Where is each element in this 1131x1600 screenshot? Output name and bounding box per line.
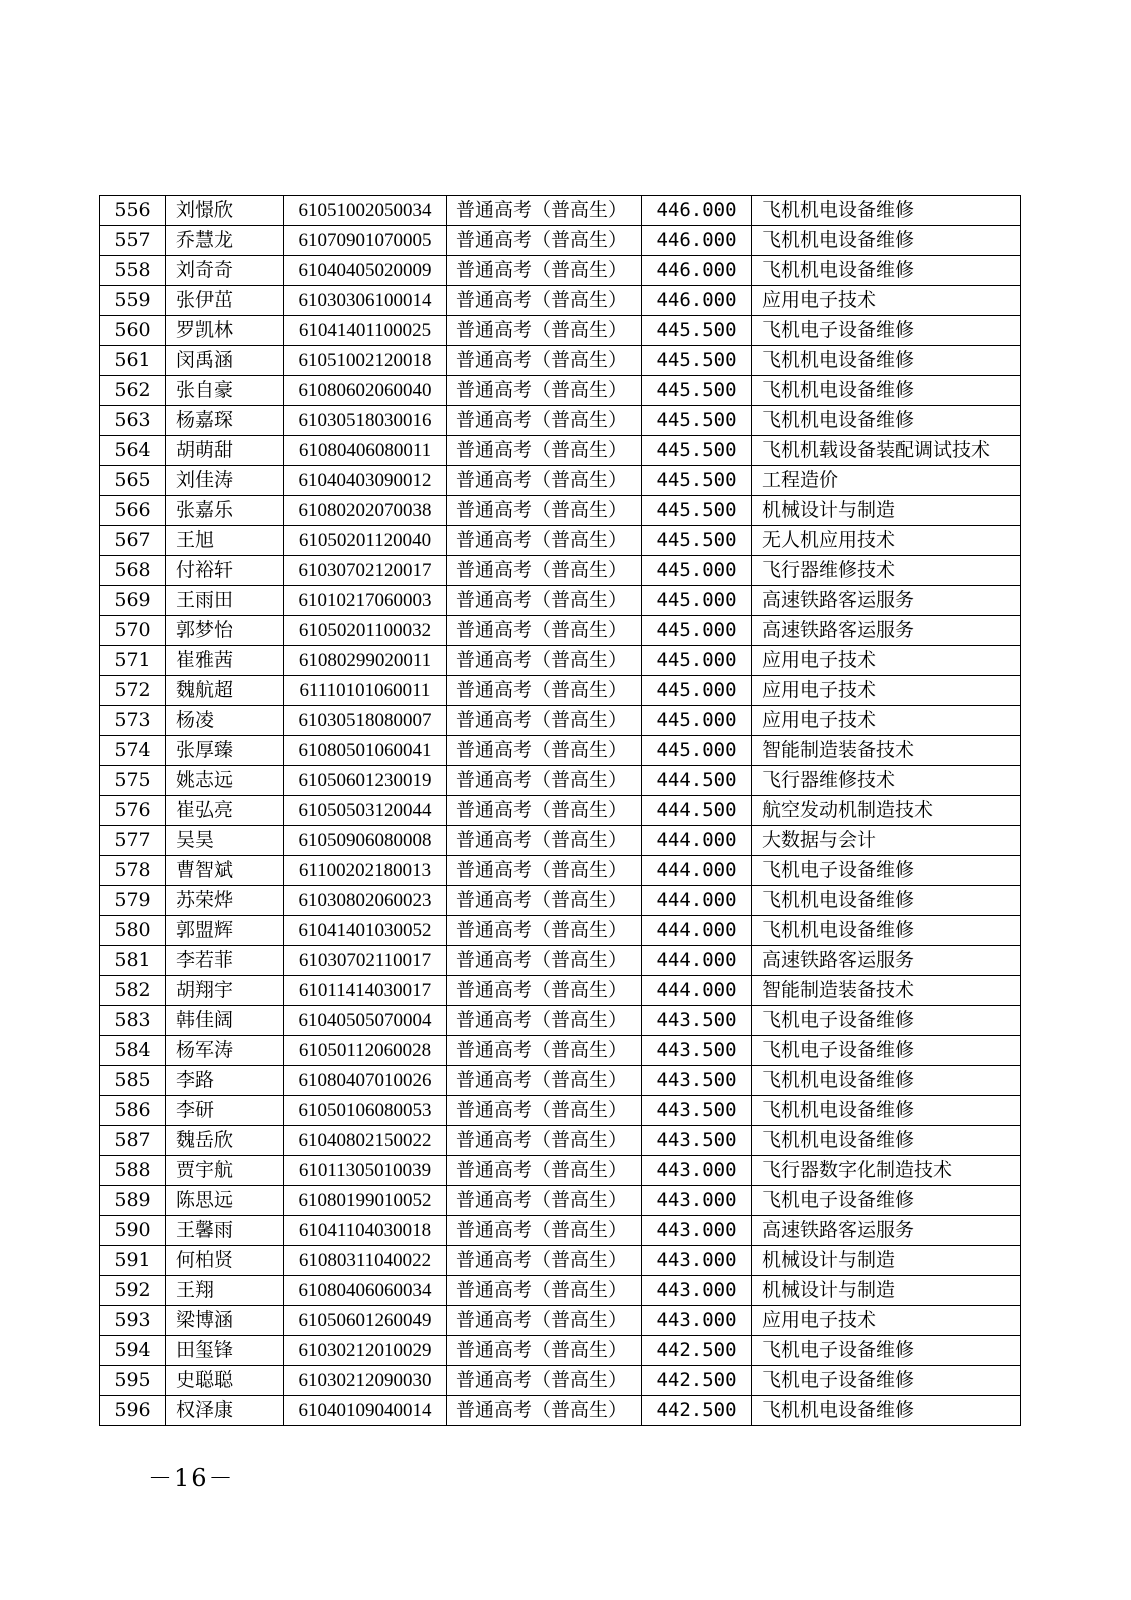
table-row	[100, 1096, 1021, 1126]
admission-type-cell: 普通高考（普高生）	[447, 886, 642, 916]
exam-id-cell: 61040505070004	[284, 1006, 447, 1036]
student-name-cell: 田玺锋	[166, 1336, 284, 1366]
score-cell: 445.500	[642, 406, 752, 436]
row-number-cell: 569	[100, 586, 166, 616]
student-name-cell: 张伊茁	[166, 286, 284, 316]
major-cell: 飞机电子设备维修	[752, 1006, 1021, 1036]
exam-id-cell: 61080311040022	[284, 1246, 447, 1276]
row-number-cell: 560	[100, 316, 166, 346]
row-number-cell: 556	[100, 196, 166, 226]
row-number-cell: 567	[100, 526, 166, 556]
admission-type-cell: 普通高考（普高生）	[447, 436, 642, 466]
major-cell: 飞机机载设备装配调试技术	[752, 436, 1021, 466]
major-cell: 飞机机电设备维修	[752, 376, 1021, 406]
major-cell: 飞机机电设备维修	[752, 1126, 1021, 1156]
table-row	[100, 1156, 1021, 1186]
student-name-cell: 崔弘亮	[166, 796, 284, 826]
student-name-cell: 郭盟辉	[166, 916, 284, 946]
table-row	[100, 1066, 1021, 1096]
student-name-cell: 胡萌甜	[166, 436, 284, 466]
major-cell: 高速铁路客运服务	[752, 616, 1021, 646]
exam-id-cell: 61040109040014	[284, 1396, 447, 1426]
major-cell: 飞机机电设备维修	[752, 1066, 1021, 1096]
score-cell: 443.000	[642, 1306, 752, 1336]
table-row	[100, 826, 1021, 856]
row-number-cell: 586	[100, 1096, 166, 1126]
exam-id-cell: 61040405020009	[284, 256, 447, 286]
student-name-cell: 魏航超	[166, 676, 284, 706]
admission-type-cell: 普通高考（普高生）	[447, 586, 642, 616]
row-number-cell: 596	[100, 1396, 166, 1426]
major-cell: 应用电子技术	[752, 1306, 1021, 1336]
page-number: －16－	[148, 1464, 235, 1492]
row-number-cell: 571	[100, 646, 166, 676]
major-cell: 飞机机电设备维修	[752, 886, 1021, 916]
admission-type-cell: 普通高考（普高生）	[447, 1006, 642, 1036]
exam-id-cell: 61080202070038	[284, 496, 447, 526]
admission-type-cell: 普通高考（普高生）	[447, 406, 642, 436]
table-row	[100, 526, 1021, 556]
exam-id-cell: 61040802150022	[284, 1126, 447, 1156]
student-name-cell: 张厚臻	[166, 736, 284, 766]
admission-type-cell: 普通高考（普高生）	[447, 976, 642, 1006]
student-name-cell: 王旭	[166, 526, 284, 556]
student-name-cell: 李路	[166, 1066, 284, 1096]
score-cell: 444.000	[642, 946, 752, 976]
table-row	[100, 616, 1021, 646]
exam-id-cell: 61011305010039	[284, 1156, 447, 1186]
major-cell: 应用电子技术	[752, 286, 1021, 316]
score-cell: 444.500	[642, 766, 752, 796]
table-row	[100, 736, 1021, 766]
student-name-cell: 陈思远	[166, 1186, 284, 1216]
student-name-cell: 王雨田	[166, 586, 284, 616]
score-cell: 442.500	[642, 1396, 752, 1426]
table-row	[100, 226, 1021, 256]
major-cell: 飞机电子设备维修	[752, 856, 1021, 886]
exam-id-cell: 61041104030018	[284, 1216, 447, 1246]
exam-id-cell: 61030702120017	[284, 556, 447, 586]
row-number-cell: 580	[100, 916, 166, 946]
admission-type-cell: 普通高考（普高生）	[447, 916, 642, 946]
table-row	[100, 286, 1021, 316]
score-cell: 443.500	[642, 1036, 752, 1066]
student-name-cell: 曹智斌	[166, 856, 284, 886]
row-number-cell: 590	[100, 1216, 166, 1246]
major-cell: 机械设计与制造	[752, 1276, 1021, 1306]
admission-type-cell: 普通高考（普高生）	[447, 676, 642, 706]
admission-type-cell: 普通高考（普高生）	[447, 316, 642, 346]
admission-type-cell: 普通高考（普高生）	[447, 856, 642, 886]
major-cell: 智能制造装备技术	[752, 736, 1021, 766]
admission-type-cell: 普通高考（普高生）	[447, 556, 642, 586]
row-number-cell: 585	[100, 1066, 166, 1096]
table-row	[100, 556, 1021, 586]
exam-id-cell: 61010217060003	[284, 586, 447, 616]
score-cell: 443.000	[642, 1156, 752, 1186]
exam-id-cell: 61080299020011	[284, 646, 447, 676]
score-cell: 444.000	[642, 826, 752, 856]
table-row	[100, 1306, 1021, 1336]
row-number-cell: 574	[100, 736, 166, 766]
admission-type-cell: 普通高考（普高生）	[447, 1126, 642, 1156]
student-name-cell: 韩佳阔	[166, 1006, 284, 1036]
student-name-cell: 杨嘉琛	[166, 406, 284, 436]
score-cell: 443.500	[642, 1126, 752, 1156]
row-number-cell: 563	[100, 406, 166, 436]
major-cell: 飞机机电设备维修	[752, 256, 1021, 286]
exam-id-cell: 61080199010052	[284, 1186, 447, 1216]
major-cell: 飞行器维修技术	[752, 556, 1021, 586]
table-row	[100, 676, 1021, 706]
student-name-cell: 苏荣烨	[166, 886, 284, 916]
exam-id-cell: 61050201120040	[284, 526, 447, 556]
score-cell: 445.500	[642, 346, 752, 376]
student-name-cell: 李若菲	[166, 946, 284, 976]
score-cell: 445.500	[642, 316, 752, 346]
student-name-cell: 张嘉乐	[166, 496, 284, 526]
major-cell: 机械设计与制造	[752, 1246, 1021, 1276]
table-row	[100, 436, 1021, 466]
exam-id-cell: 61030802060023	[284, 886, 447, 916]
row-number-cell: 583	[100, 1006, 166, 1036]
admission-type-cell: 普通高考（普高生）	[447, 796, 642, 826]
table-row	[100, 466, 1021, 496]
exam-id-cell: 61080602060040	[284, 376, 447, 406]
major-cell: 飞机电子设备维修	[752, 1336, 1021, 1366]
row-number-cell: 565	[100, 466, 166, 496]
admission-type-cell: 普通高考（普高生）	[447, 226, 642, 256]
exam-id-cell: 61051002120018	[284, 346, 447, 376]
score-cell: 445.000	[642, 706, 752, 736]
row-number-cell: 564	[100, 436, 166, 466]
student-name-cell: 崔雅茜	[166, 646, 284, 676]
admission-type-cell: 普通高考（普高生）	[447, 1096, 642, 1126]
score-cell: 445.500	[642, 526, 752, 556]
student-name-cell: 何柏贤	[166, 1246, 284, 1276]
student-name-cell: 杨军涛	[166, 1036, 284, 1066]
score-cell: 443.000	[642, 1186, 752, 1216]
score-cell: 443.500	[642, 1066, 752, 1096]
admission-type-cell: 普通高考（普高生）	[447, 1066, 642, 1096]
row-number-cell: 582	[100, 976, 166, 1006]
table-row	[100, 406, 1021, 436]
major-cell: 应用电子技术	[752, 706, 1021, 736]
table-row	[100, 1246, 1021, 1276]
row-number-cell: 576	[100, 796, 166, 826]
score-cell: 446.000	[642, 256, 752, 286]
admission-type-cell: 普通高考（普高生）	[447, 256, 642, 286]
table-row	[100, 706, 1021, 736]
table-row	[100, 1336, 1021, 1366]
score-cell: 443.000	[642, 1216, 752, 1246]
student-name-cell: 姚志远	[166, 766, 284, 796]
table-row	[100, 1276, 1021, 1306]
admission-type-cell: 普通高考（普高生）	[447, 1216, 642, 1246]
major-cell: 飞机机电设备维修	[752, 226, 1021, 256]
student-name-cell: 梁博涵	[166, 1306, 284, 1336]
score-cell: 445.000	[642, 646, 752, 676]
admission-type-cell: 普通高考（普高生）	[447, 376, 642, 406]
student-name-cell: 刘奇奇	[166, 256, 284, 286]
table-row	[100, 1366, 1021, 1396]
row-number-cell: 589	[100, 1186, 166, 1216]
admission-type-cell: 普通高考（普高生）	[447, 1036, 642, 1066]
admission-type-cell: 普通高考（普高生）	[447, 526, 642, 556]
score-cell: 444.500	[642, 796, 752, 826]
major-cell: 飞行器数字化制造技术	[752, 1156, 1021, 1186]
student-name-cell: 杨凌	[166, 706, 284, 736]
admission-type-cell: 普通高考（普高生）	[447, 286, 642, 316]
score-cell: 444.000	[642, 886, 752, 916]
student-name-cell: 罗凯林	[166, 316, 284, 346]
student-name-cell: 贾宇航	[166, 1156, 284, 1186]
student-name-cell: 闵禹涵	[166, 346, 284, 376]
major-cell: 飞机机电设备维修	[752, 1096, 1021, 1126]
table-row	[100, 856, 1021, 886]
major-cell: 无人机应用技术	[752, 526, 1021, 556]
admission-type-cell: 普通高考（普高生）	[447, 346, 642, 376]
exam-id-cell: 61050112060028	[284, 1036, 447, 1066]
major-cell: 飞行器维修技术	[752, 766, 1021, 796]
major-cell: 高速铁路客运服务	[752, 1216, 1021, 1246]
major-cell: 应用电子技术	[752, 646, 1021, 676]
score-cell: 442.500	[642, 1336, 752, 1366]
table-row	[100, 1036, 1021, 1066]
table-row	[100, 1216, 1021, 1246]
exam-id-cell: 61041401100025	[284, 316, 447, 346]
score-cell: 443.500	[642, 1096, 752, 1126]
major-cell: 应用电子技术	[752, 676, 1021, 706]
score-cell: 445.000	[642, 616, 752, 646]
table-row	[100, 1126, 1021, 1156]
row-number-cell: 573	[100, 706, 166, 736]
exam-id-cell: 61110101060011	[284, 676, 447, 706]
score-cell: 444.000	[642, 856, 752, 886]
student-name-cell: 张自豪	[166, 376, 284, 406]
row-number-cell: 581	[100, 946, 166, 976]
row-number-cell: 578	[100, 856, 166, 886]
score-cell: 445.000	[642, 676, 752, 706]
admission-type-cell: 普通高考（普高生）	[447, 1186, 642, 1216]
exam-id-cell: 61070901070005	[284, 226, 447, 256]
major-cell: 飞机机电设备维修	[752, 916, 1021, 946]
exam-id-cell: 61030518080007	[284, 706, 447, 736]
student-name-cell: 胡翔宇	[166, 976, 284, 1006]
row-number-cell: 572	[100, 676, 166, 706]
table-row	[100, 316, 1021, 346]
student-name-cell: 王馨雨	[166, 1216, 284, 1246]
score-cell: 445.000	[642, 586, 752, 616]
exam-id-cell: 61051002050034	[284, 196, 447, 226]
admission-table	[99, 195, 1021, 1426]
row-number-cell: 559	[100, 286, 166, 316]
exam-id-cell: 61030702110017	[284, 946, 447, 976]
major-cell: 飞机机电设备维修	[752, 1396, 1021, 1426]
student-name-cell: 李研	[166, 1096, 284, 1126]
major-cell: 飞机电子设备维修	[752, 1036, 1021, 1066]
exam-id-cell: 61050906080008	[284, 826, 447, 856]
row-number-cell: 592	[100, 1276, 166, 1306]
exam-id-cell: 61030518030016	[284, 406, 447, 436]
score-cell: 445.500	[642, 436, 752, 466]
exam-id-cell: 61050601260049	[284, 1306, 447, 1336]
student-name-cell: 刘憬欣	[166, 196, 284, 226]
score-cell: 446.000	[642, 226, 752, 256]
exam-id-cell: 61100202180013	[284, 856, 447, 886]
exam-id-cell: 61080501060041	[284, 736, 447, 766]
row-number-cell: 570	[100, 616, 166, 646]
student-name-cell: 刘佳涛	[166, 466, 284, 496]
major-cell: 机械设计与制造	[752, 496, 1021, 526]
table-row	[100, 1006, 1021, 1036]
table-row	[100, 496, 1021, 526]
exam-id-cell: 61030212090030	[284, 1366, 447, 1396]
score-cell: 445.500	[642, 376, 752, 406]
student-name-cell: 王翔	[166, 1276, 284, 1306]
row-number-cell: 594	[100, 1336, 166, 1366]
row-number-cell: 587	[100, 1126, 166, 1156]
score-cell: 445.500	[642, 496, 752, 526]
student-name-cell: 魏岳欣	[166, 1126, 284, 1156]
major-cell: 飞机机电设备维修	[752, 406, 1021, 436]
table-row	[100, 346, 1021, 376]
table-row	[100, 1186, 1021, 1216]
table-body	[100, 196, 1021, 1426]
table-row	[100, 916, 1021, 946]
score-cell: 443.000	[642, 1246, 752, 1276]
admission-type-cell: 普通高考（普高生）	[447, 1156, 642, 1186]
exam-id-cell: 61050106080053	[284, 1096, 447, 1126]
table-row	[100, 256, 1021, 286]
table-row	[100, 766, 1021, 796]
score-cell: 443.000	[642, 1276, 752, 1306]
major-cell: 飞机电子设备维修	[752, 1366, 1021, 1396]
admission-type-cell: 普通高考（普高生）	[447, 826, 642, 856]
exam-id-cell: 61050503120044	[284, 796, 447, 826]
table-row	[100, 796, 1021, 826]
row-number-cell: 558	[100, 256, 166, 286]
table-row	[100, 586, 1021, 616]
admission-type-cell: 普通高考（普高生）	[447, 1276, 642, 1306]
row-number-cell: 561	[100, 346, 166, 376]
row-number-cell: 568	[100, 556, 166, 586]
admission-type-cell: 普通高考（普高生）	[447, 1396, 642, 1426]
admission-type-cell: 普通高考（普高生）	[447, 1246, 642, 1276]
row-number-cell: 557	[100, 226, 166, 256]
student-name-cell: 付裕轩	[166, 556, 284, 586]
exam-id-cell: 61080406080011	[284, 436, 447, 466]
exam-id-cell: 61011414030017	[284, 976, 447, 1006]
score-cell: 442.500	[642, 1366, 752, 1396]
row-number-cell: 562	[100, 376, 166, 406]
major-cell: 高速铁路客运服务	[752, 946, 1021, 976]
student-name-cell: 郭梦怡	[166, 616, 284, 646]
admission-type-cell: 普通高考（普高生）	[447, 496, 642, 526]
score-cell: 446.000	[642, 196, 752, 226]
row-number-cell: 588	[100, 1156, 166, 1186]
exam-id-cell: 61040403090012	[284, 466, 447, 496]
score-cell: 445.000	[642, 736, 752, 766]
row-number-cell: 579	[100, 886, 166, 916]
exam-id-cell: 61050601230019	[284, 766, 447, 796]
table-row	[100, 196, 1021, 226]
admission-type-cell: 普通高考（普高生）	[447, 946, 642, 976]
score-cell: 446.000	[642, 286, 752, 316]
exam-id-cell: 61030212010029	[284, 1336, 447, 1366]
score-cell: 444.000	[642, 916, 752, 946]
student-name-cell: 吴昊	[166, 826, 284, 856]
major-cell: 飞机机电设备维修	[752, 346, 1021, 376]
score-cell: 444.000	[642, 976, 752, 1006]
row-number-cell: 591	[100, 1246, 166, 1276]
table-row	[100, 646, 1021, 676]
major-cell: 飞机电子设备维修	[752, 316, 1021, 346]
table-row	[100, 376, 1021, 406]
row-number-cell: 575	[100, 766, 166, 796]
table-row	[100, 1396, 1021, 1426]
score-cell: 445.000	[642, 556, 752, 586]
admission-type-cell: 普通高考（普高生）	[447, 616, 642, 646]
row-number-cell: 584	[100, 1036, 166, 1066]
admission-type-cell: 普通高考（普高生）	[447, 466, 642, 496]
row-number-cell: 595	[100, 1366, 166, 1396]
admission-type-cell: 普通高考（普高生）	[447, 196, 642, 226]
row-number-cell: 593	[100, 1306, 166, 1336]
admission-type-cell: 普通高考（普高生）	[447, 646, 642, 676]
major-cell: 大数据与会计	[752, 826, 1021, 856]
score-cell: 443.500	[642, 1006, 752, 1036]
exam-id-cell: 61050201100032	[284, 616, 447, 646]
student-name-cell: 史聪聪	[166, 1366, 284, 1396]
score-cell: 445.500	[642, 466, 752, 496]
table-row	[100, 886, 1021, 916]
admission-type-cell: 普通高考（普高生）	[447, 1336, 642, 1366]
exam-id-cell: 61080407010026	[284, 1066, 447, 1096]
table-row	[100, 946, 1021, 976]
student-name-cell: 权泽康	[166, 1396, 284, 1426]
admission-type-cell: 普通高考（普高生）	[447, 736, 642, 766]
admission-type-cell: 普通高考（普高生）	[447, 706, 642, 736]
major-cell: 飞机电子设备维修	[752, 1186, 1021, 1216]
major-cell: 工程造价	[752, 466, 1021, 496]
exam-id-cell: 61080406060034	[284, 1276, 447, 1306]
admission-type-cell: 普通高考（普高生）	[447, 1366, 642, 1396]
admission-type-cell: 普通高考（普高生）	[447, 766, 642, 796]
major-cell: 飞机机电设备维修	[752, 196, 1021, 226]
student-name-cell: 乔慧龙	[166, 226, 284, 256]
admission-type-cell: 普通高考（普高生）	[447, 1306, 642, 1336]
major-cell: 高速铁路客运服务	[752, 586, 1021, 616]
major-cell: 航空发动机制造技术	[752, 796, 1021, 826]
exam-id-cell: 61030306100014	[284, 286, 447, 316]
exam-id-cell: 61041401030052	[284, 916, 447, 946]
table-row	[100, 976, 1021, 1006]
major-cell: 智能制造装备技术	[752, 976, 1021, 1006]
row-number-cell: 566	[100, 496, 166, 526]
row-number-cell: 577	[100, 826, 166, 856]
